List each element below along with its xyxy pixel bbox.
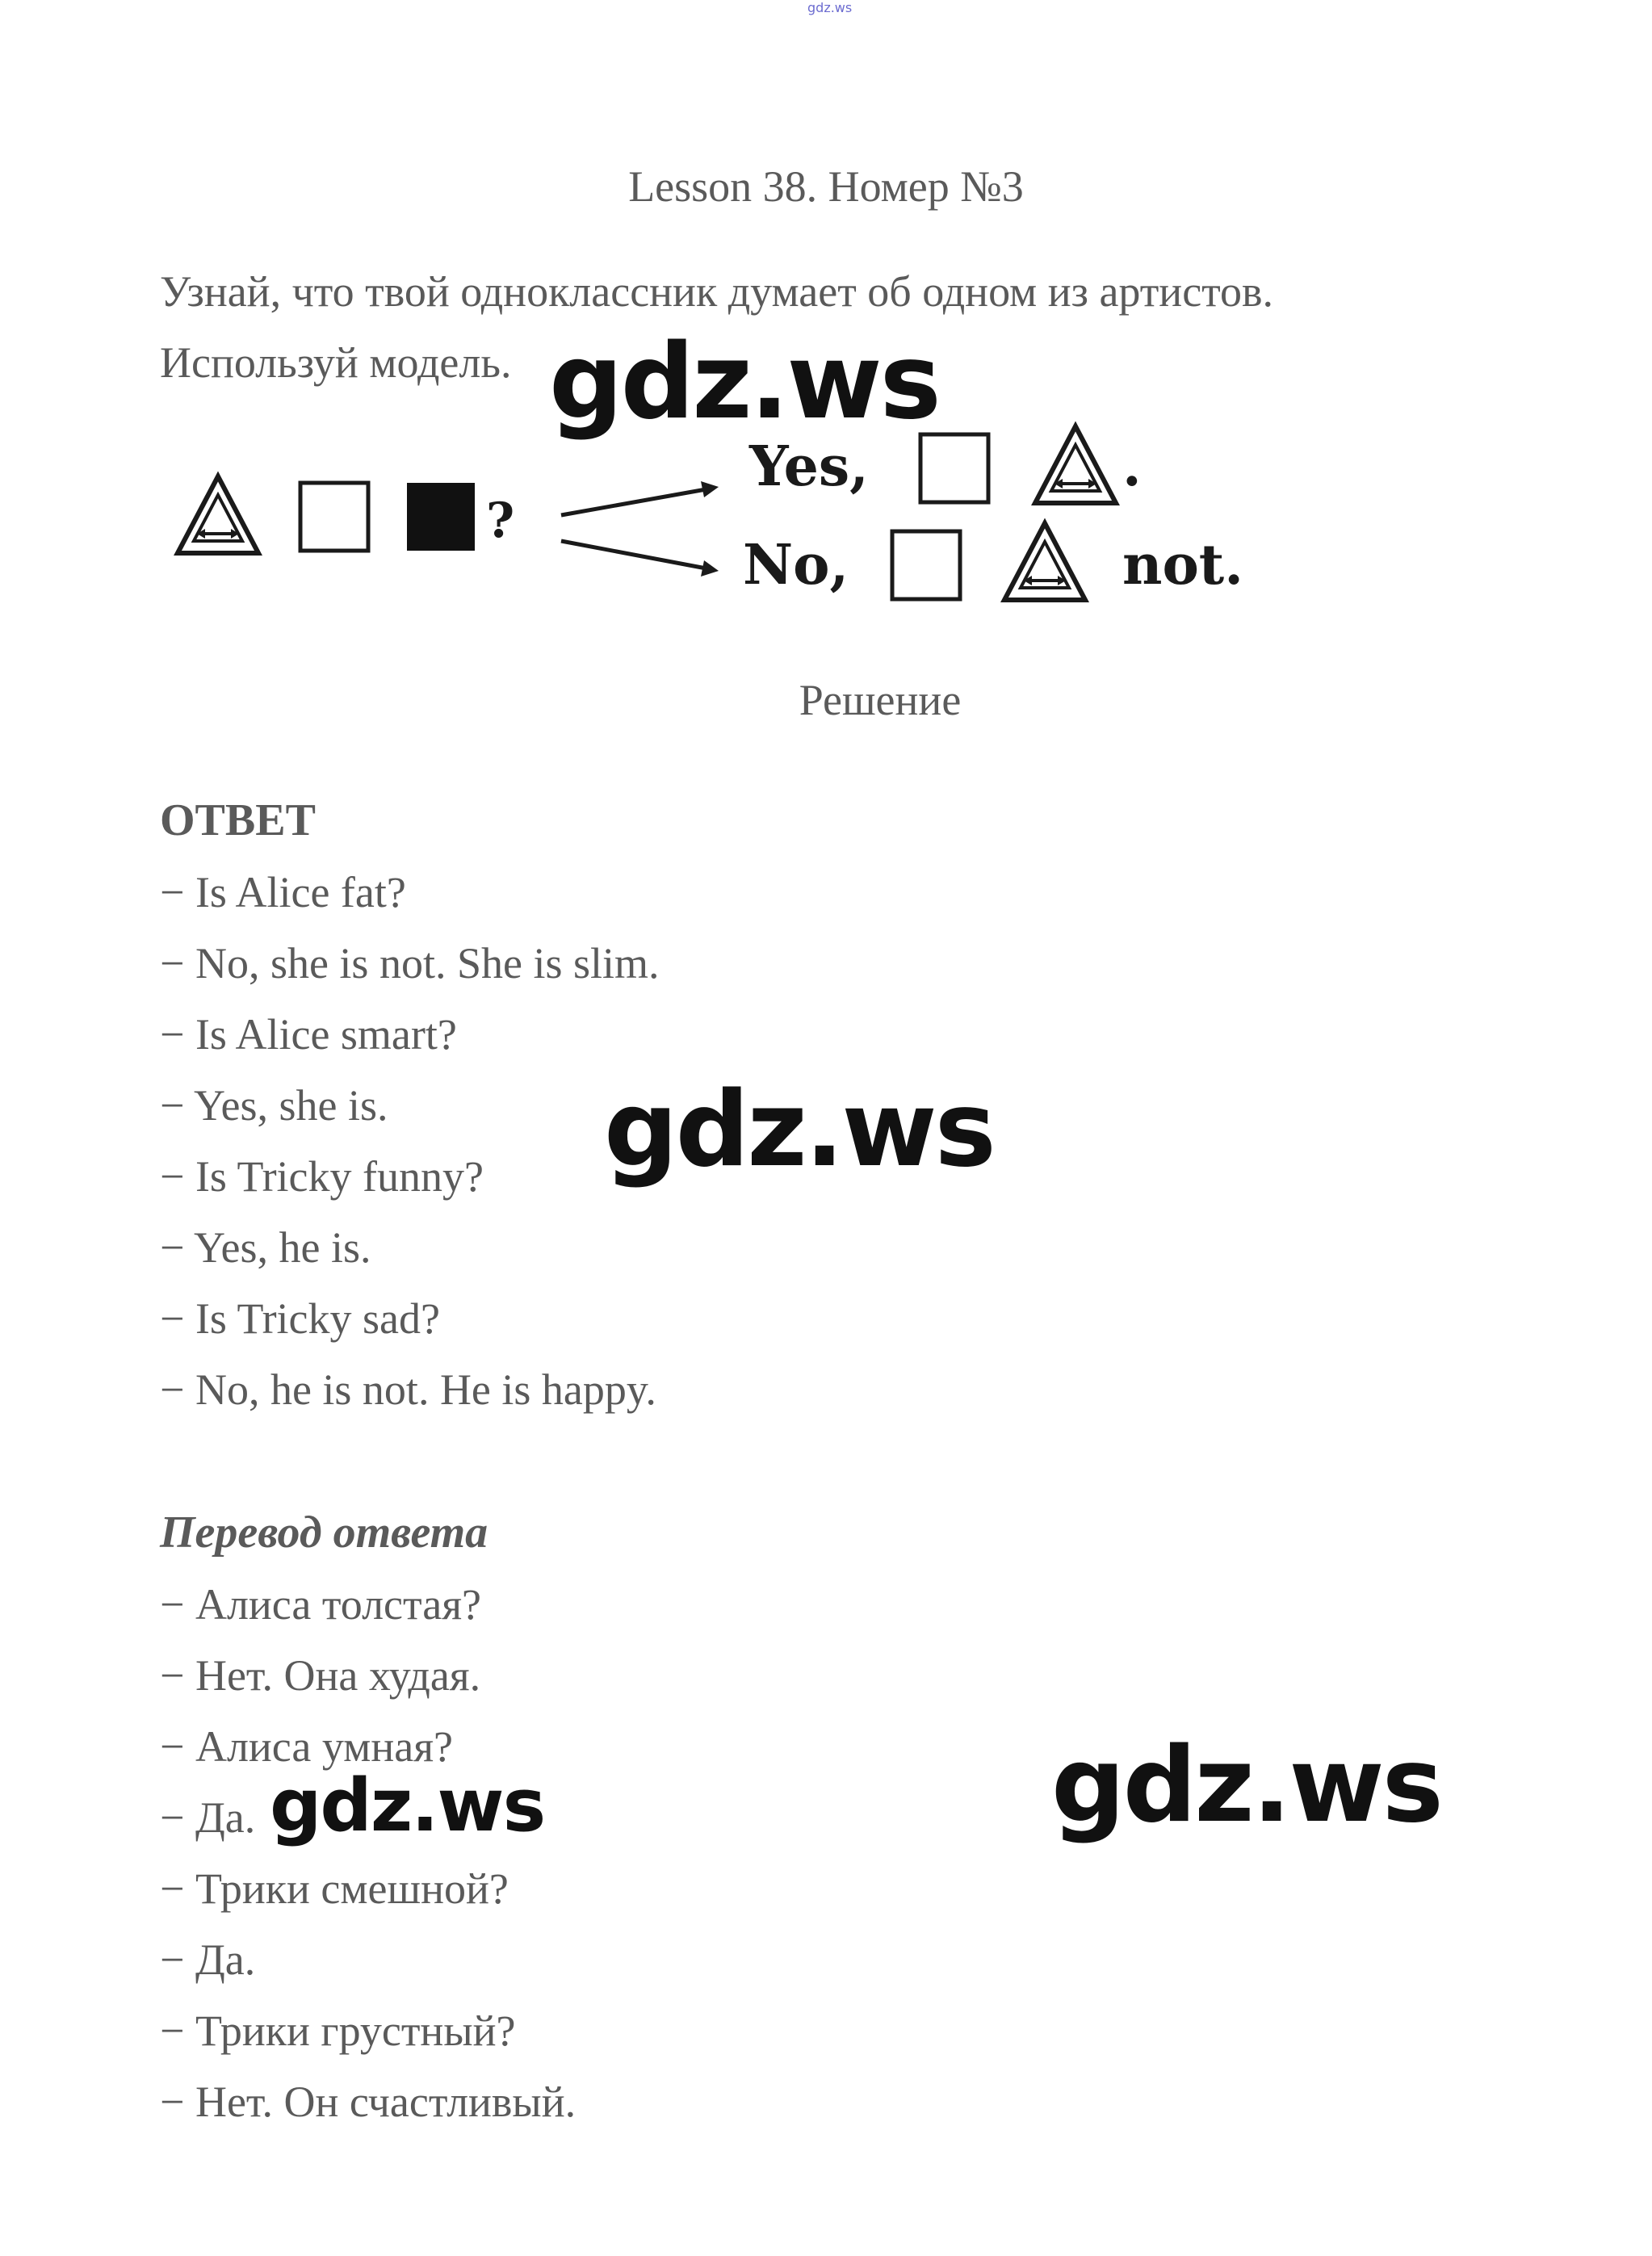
translation-line: − Нет. Она худая.: [160, 1651, 481, 1700]
no-triangle-icon: [1004, 523, 1085, 600]
yes-square-icon: [920, 434, 988, 502]
no-arrow-icon: [561, 541, 719, 577]
translation-line: − Алиса умная?: [160, 1722, 454, 1771]
answer-line: − Yes, she is.: [160, 1081, 388, 1130]
answer-line: − No, she is not. She is slim.: [160, 939, 660, 988]
translation-line: − Трики грустный?: [160, 2006, 516, 2055]
no-square-icon: [892, 531, 960, 599]
model-not-text: not.: [1122, 533, 1243, 598]
pronoun-square-icon: [300, 483, 368, 551]
header-watermark: gdz.ws: [807, 0, 853, 15]
adjective-triangle-icon: [178, 476, 258, 553]
translation-line: − Нет. Он счастливый.: [160, 2078, 577, 2126]
translation-line: − Алиса толстая?: [160, 1580, 482, 1629]
page-title: Lesson 38. Номер №3: [628, 162, 1024, 211]
watermark: gdz.ws: [549, 322, 939, 442]
model-diagram: [161, 420, 1292, 614]
yes-triangle-icon: [1035, 426, 1116, 503]
model-yes-text: Yes,: [749, 434, 869, 499]
verb-filled-square-icon: [407, 483, 475, 551]
translation-line: − Да.: [160, 1793, 256, 1842]
answer-line: − Yes, he is.: [160, 1223, 371, 1272]
watermark: gdz.ws: [604, 1070, 994, 1190]
answer-heading: ОТВЕТ: [160, 795, 316, 845]
solution-label: Решение: [799, 676, 962, 724]
translation-line: − Трики смешной?: [160, 1864, 509, 1913]
answer-line: − Is Alice fat?: [160, 868, 406, 916]
watermark: gdz.ws: [1051, 1726, 1441, 1846]
answer-line: − Is Tricky funny?: [160, 1152, 484, 1201]
watermark: gdz.ws: [270, 1763, 545, 1848]
model-question-mark: ?: [486, 493, 515, 549]
model-yes-period: .: [1122, 434, 1142, 499]
answer-line: − Is Tricky sad?: [160, 1294, 440, 1343]
task-line-1: Узнай, что твой одноклассник думает об одном из артистов.: [160, 267, 1274, 316]
answer-line: − Is Alice smart?: [160, 1010, 457, 1059]
task-line-2: Используй модель.: [160, 338, 512, 387]
answer-line: − No, he is not. He is happy.: [160, 1365, 656, 1414]
yes-arrow-icon: [561, 481, 719, 515]
model-no-text: No,: [743, 533, 849, 598]
translation-line: − Да.: [160, 1935, 256, 1984]
translation-heading: Перевод ответа: [160, 1507, 488, 1558]
